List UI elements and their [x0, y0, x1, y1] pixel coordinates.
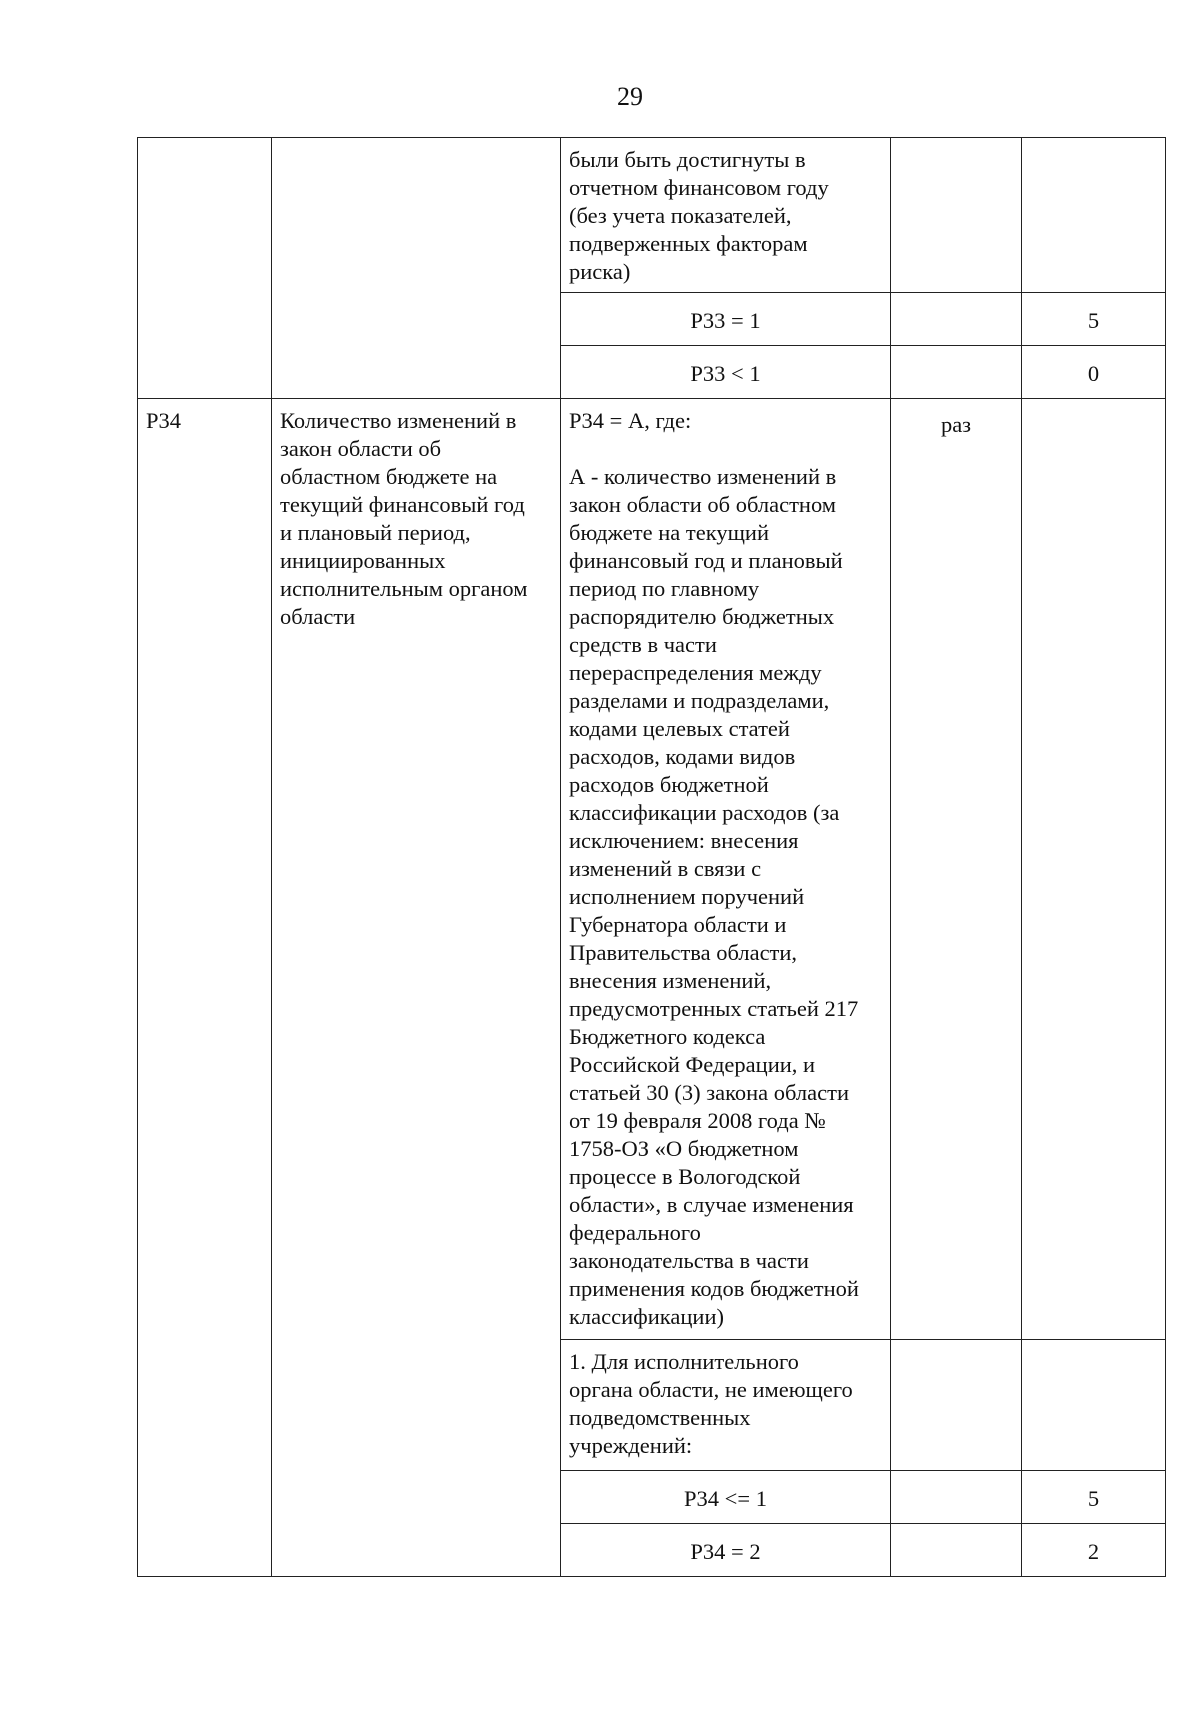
score-value: 5 [1087, 1486, 1100, 1511]
score-cell [1022, 1524, 1166, 1577]
unit-cell [891, 1340, 1022, 1471]
score-value: 5 [1087, 308, 1100, 333]
formula-cell [561, 399, 891, 1340]
formula-cell [561, 138, 891, 293]
unit-cell [891, 1471, 1022, 1524]
score-value: 0 [1087, 361, 1100, 386]
indicator-code: Р34 [146, 408, 182, 433]
condition-cell [561, 1471, 891, 1524]
indicator-name: Количество изменений в закон области об областном бюджете на текущий финансовый год и плановый период, инициированных исполнительным органом области [280, 408, 528, 629]
condition-text: Р34 = 2 [690, 1539, 761, 1564]
page-number: 29 [617, 82, 643, 111]
score-cell [1022, 293, 1166, 346]
condition-cell [561, 1524, 891, 1577]
subgroup-text: 1. Для исполнительного органа области, не имеющего подведомственных учреждений: [569, 1349, 853, 1458]
condition-text: Р33 = 1 [690, 308, 761, 333]
score-cell [1022, 346, 1166, 399]
code-cell [138, 399, 272, 1577]
formula-text: Р34 = А, где: А - количество изменений в закон области об областном бюджете на текущий финансовый год и плановый период по главному распорядителю бюджетных средств в части перераспределения между разделами и подразделами, кодами целевых статей расходов, кодами видов расходов бюджетной классификации расходов (за исключением: внесения изменений в связи с исполнением поручений Губернатора области и Правительства области, внесения изменений, предусмотренных статьей 217 Бюджетного кодекса Российской Федерации, и статьей 30 (3) закона области от 19 февраля 2008 года № 1758-ОЗ «О бюджетном процессе в Вологодской области», в случае изменения федерального законодательства в части применения кодов бюджетной классификации) [569, 408, 859, 1329]
unit-cell [891, 399, 1022, 1340]
criteria-table [137, 137, 1166, 1577]
unit-cell [891, 1524, 1022, 1577]
code-cell [138, 138, 272, 399]
score-cell [1022, 138, 1166, 293]
unit-cell [891, 293, 1022, 346]
score-value: 2 [1087, 1539, 1100, 1564]
score-cell [1022, 1340, 1166, 1471]
formula-continuation-text: были быть достигнуты в отчетном финансовом году (без учета показателей, подверженных факторам риска) [569, 147, 829, 284]
unit-cell [891, 138, 1022, 293]
condition-cell [561, 346, 891, 399]
table-row [138, 399, 1166, 1340]
condition-text: Р34 <= 1 [684, 1486, 767, 1511]
score-cell [1022, 399, 1166, 1340]
score-cell [1022, 1471, 1166, 1524]
subgroup-cell [561, 1340, 891, 1471]
condition-text: Р33 < 1 [690, 361, 761, 386]
unit-cell [891, 346, 1022, 399]
unit-value: раз [940, 412, 972, 437]
indicator-name-cell [272, 399, 561, 1577]
indicator-name-cell [272, 138, 561, 399]
condition-cell [561, 293, 891, 346]
table-row [138, 138, 1166, 293]
